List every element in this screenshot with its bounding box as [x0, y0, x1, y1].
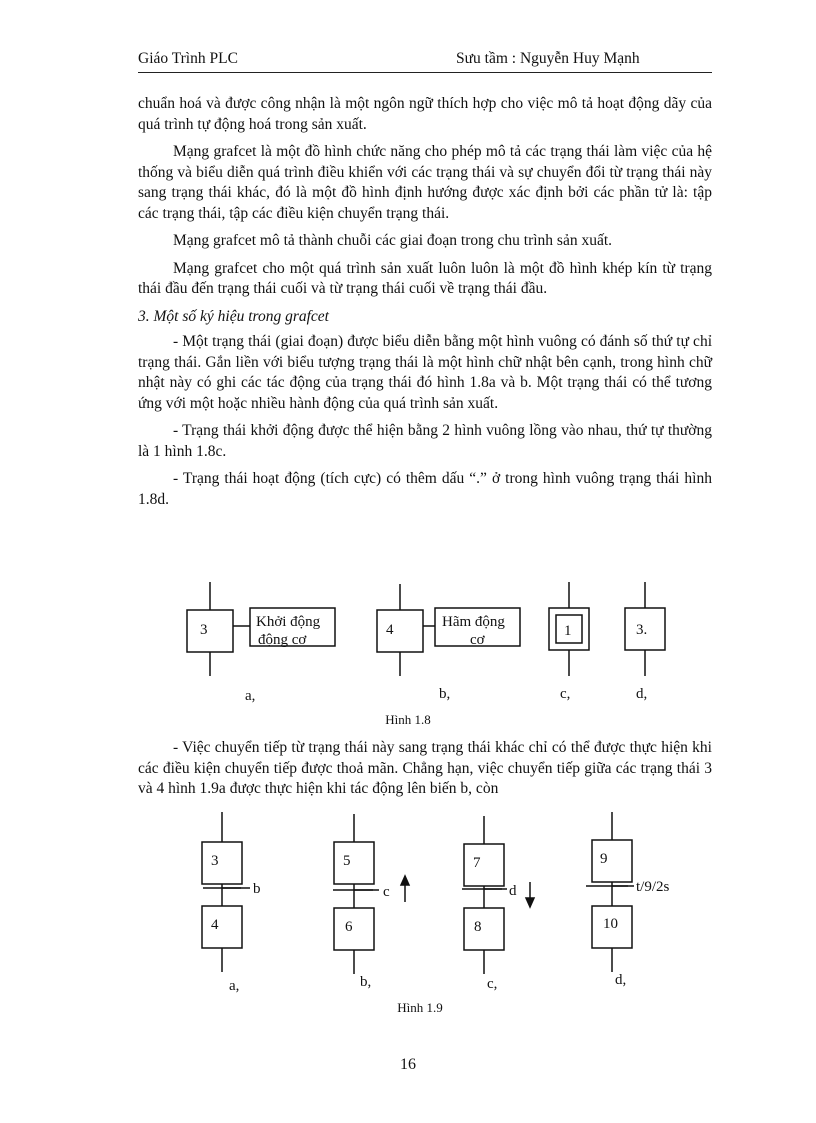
body-text	[138, 94, 712, 517]
fig19-c-top-number: 7	[473, 855, 481, 871]
fig19-d-condition: t/9/2s	[636, 879, 670, 895]
fig19-b-top-step-box	[334, 842, 374, 884]
fig19-a-bottom-step-box	[202, 906, 242, 948]
page-header	[138, 48, 712, 73]
fig19-d-bottom-number: 10	[603, 916, 618, 932]
fig19-label-d: d,	[615, 972, 627, 988]
fig19-b-bottom-number: 6	[345, 919, 353, 935]
body-text-continued	[138, 738, 712, 800]
paragraph: - Việc chuyển tiếp từ trạng thái này sang trạng thái khác chỉ có thể được thực hiện khi các điều kiện chuyển tiếp được thoả mãn. Chẳng hạn, việc chuyển tiếp giữa các trạng thái 3 và 4 hình 1.9a được thực hiện khi tác động lên biến b, còn	[138, 739, 712, 797]
fig18-caption: Hình 1.8	[385, 712, 431, 727]
fig19-b-bottom-step-box	[334, 908, 374, 950]
figure-1-9	[0, 810, 816, 1025]
fig19-label-b: b,	[360, 974, 372, 990]
page-number: 16	[400, 1056, 416, 1073]
fig18-a-step-number: 3	[200, 622, 208, 638]
fig18-a-action-line1: Khởi động	[256, 614, 321, 630]
rising-edge-arrow-head-icon	[401, 876, 409, 885]
fig19-c-bottom-number: 8	[474, 919, 482, 935]
fig19-a-top-step-box	[202, 842, 242, 884]
fig19-caption: Hình 1.9	[397, 1000, 443, 1015]
fig18-b-action-line1: Hãm động	[442, 614, 505, 630]
fig19-c-condition: d	[509, 883, 517, 899]
paragraph: - Trạng thái hoạt động (tích cực) có thêm dấu “.” ở trong hình vuông trạng thái hình 1.8d.	[138, 470, 712, 508]
paragraph: Mạng grafcet cho một quá trình sản xuất luôn luôn là một đồ hình khép kín từ trạng thái đầu đến trạng thái cuối và từ trạng thái cuối về trạng thái đầu.	[138, 259, 712, 297]
fig18-b-step-number: 4	[386, 622, 394, 638]
fig18-c-step-number: 1	[564, 623, 572, 639]
falling-edge-arrow-head-icon	[526, 898, 534, 907]
fig19-c-top-step-box	[464, 844, 504, 886]
fig18-label-d: d,	[636, 686, 648, 702]
fig19-d-top-step-box	[592, 840, 632, 882]
fig18-d-step-number: 3.	[636, 622, 648, 638]
paragraph: chuẩn hoá và được công nhận là một ngôn ngữ thích hợp cho việc mô tả hoạt động dãy của quá trình tự động hoá trong sản xuất.	[138, 95, 712, 133]
fig18-label-c: c,	[560, 686, 571, 702]
fig18-label-b: b,	[439, 686, 451, 702]
fig18-b-step-box	[377, 610, 423, 652]
fig19-a-top-number: 3	[211, 853, 219, 869]
fig19-a-condition: b	[253, 881, 261, 897]
figure-1-8-diagram	[0, 578, 816, 728]
fig18-label-a: a,	[245, 688, 256, 704]
fig19-d-top-number: 9	[600, 851, 608, 867]
paragraph: - Một trạng thái (giai đoạn) được biểu diễn bằng một hình vuông có đánh số thứ tự chỉ trạng thái. Gắn liền với biểu tượng trạng thái là một hình chữ nhật bên cạnh, trong hình chữ nhật này có ghi các tác động của trạng thái đó hình 1.8a và b. Một trạng thái có thể tương ứng với một hoặc nhiều hành động của quá trình sản xuất.	[138, 333, 712, 412]
fig19-a-bottom-number: 4	[211, 917, 219, 933]
paragraph: Mạng grafcet mô tả thành chuỗi các giai đoạn trong chu trình sản xuất.	[173, 232, 613, 249]
header-title: Giáo Trình PLC	[138, 50, 238, 67]
fig19-c-bottom-step-box	[464, 908, 504, 950]
fig19-b-condition: c	[383, 884, 390, 900]
fig19-label-c: c,	[487, 976, 498, 992]
fig19-b-top-number: 5	[343, 853, 351, 869]
fig18-b-action-line2: cơ	[470, 632, 485, 648]
fig18-a-step-box	[187, 610, 233, 652]
section-heading: 3. Một số ký hiệu trong grafcet	[138, 307, 329, 325]
figure-1-8	[0, 578, 816, 728]
figure-1-9-diagram	[0, 810, 816, 1025]
paragraph: - Trạng thái khởi động được thể hiện bằng 2 hình vuông lồng vào nhau, thứ tự thường là 1 hình 1.8c.	[138, 422, 712, 460]
header-author: Sưu tầm : Nguyễn Huy Mạnh	[456, 50, 640, 67]
paragraph: Mạng grafcet là một đồ hình chức năng cho phép mô tả các trạng thái làm việc của hệ thống và biểu diễn quá trình điều khiển với các trạng thái và sự chuyển đổi từ trạng thái này sang trạng thái khác, đó là một đồ hình định hướng được xác định bởi các phần tử là: tập các trạng thái, tập các điều kiện chuyển trạng thái.	[138, 143, 712, 222]
fig18-a-action-line2: động cơ	[258, 632, 307, 648]
fig19-label-a: a,	[229, 978, 240, 994]
